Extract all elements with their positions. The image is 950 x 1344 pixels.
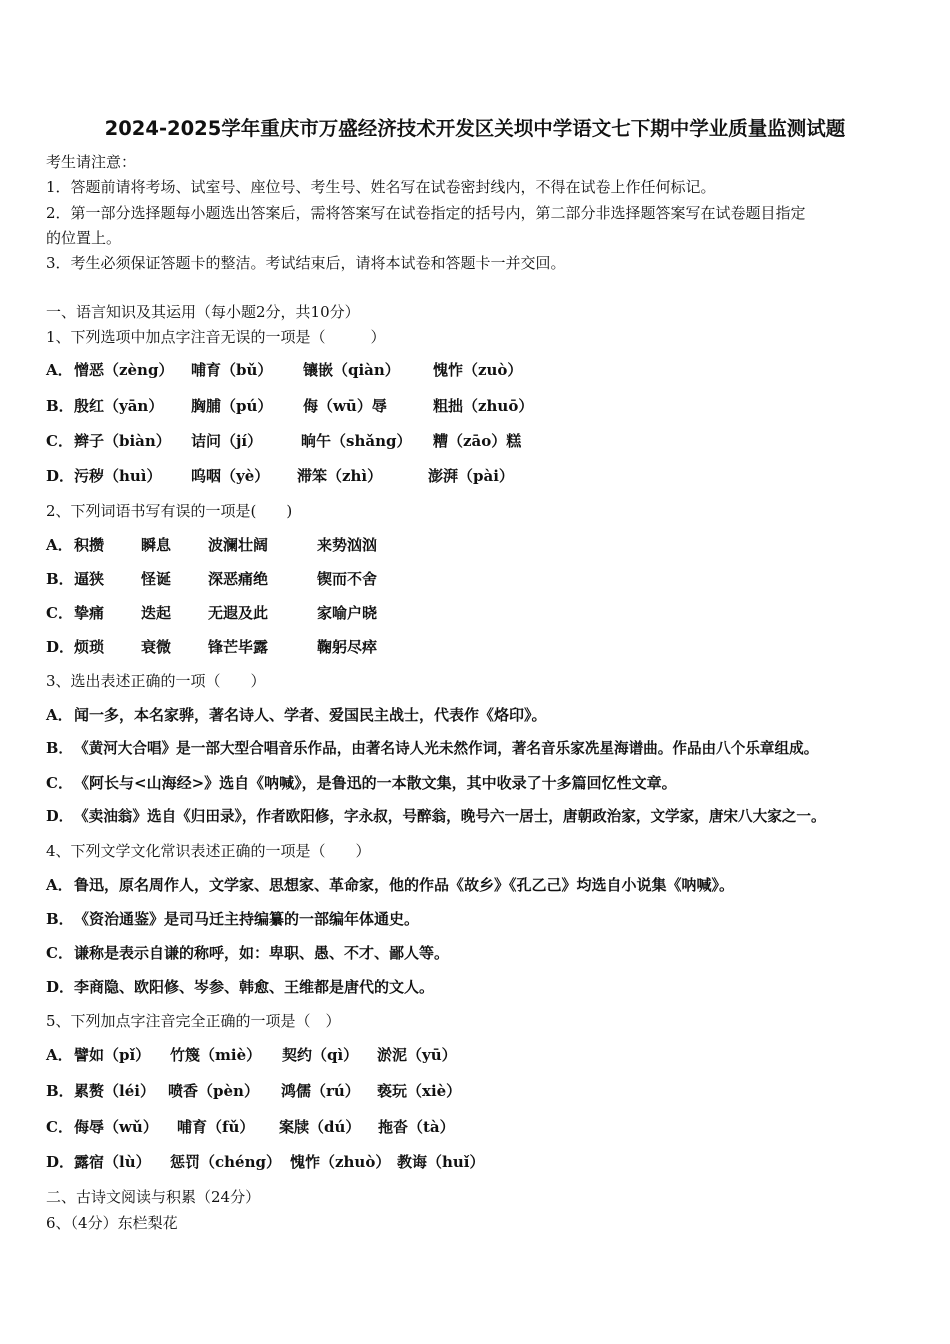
option-item: 亵玩（xiè）: [377, 1082, 462, 1100]
q4-option-c[interactable]: [46, 943, 449, 963]
option-label: D．: [46, 1153, 75, 1171]
option-item: 烦琐: [74, 638, 105, 656]
option-item: 晌午（shǎng）: [301, 432, 412, 450]
q3-option-b[interactable]: [46, 739, 818, 759]
option-label: B．: [46, 570, 74, 588]
option-item: 憎恶（zèng）: [74, 361, 174, 379]
option-item: 积攒: [74, 536, 105, 554]
option-item: 粗拙（zhuō）: [433, 397, 534, 415]
option-item: 胸脯（pú）: [191, 397, 273, 415]
option-item: 糟（zāo）糕: [433, 432, 522, 450]
q4-option-d[interactable]: [46, 977, 434, 997]
section2-heading: 二、古诗文阅读与积累（24分）: [46, 1188, 261, 1206]
option-item: 譬如（pǐ）: [74, 1046, 151, 1064]
q5-option-d[interactable]: [46, 1152, 485, 1172]
option-item: 淤泥（yū）: [377, 1046, 457, 1064]
option-text: 鲁迅，原名周作人，文学家、思想家、革命家，他的作品《故乡》《孔乙己》均选自小说集《呐喊》。: [74, 876, 735, 894]
q3-stem: 3、选出表述正确的一项（ ）: [46, 672, 266, 690]
section1-heading: 一、语言知识及其运用（每小题2分，共10分）: [46, 303, 360, 321]
notice-heading: 考生请注意：: [46, 153, 137, 171]
option-item: 惩罚（chéng）: [170, 1153, 281, 1171]
option-item: 竹篾（miè）: [170, 1046, 262, 1064]
q4-option-b[interactable]: [46, 909, 419, 929]
notice-item-2-cont: 的位置上。: [46, 229, 122, 247]
option-text: 《资治通鉴》是司马迁主持编纂的一部编年体通史。: [74, 910, 420, 928]
option-item: 殷红（yān）: [74, 397, 164, 415]
option-text: 闻一多，本名家骅，著名诗人、学者、爱国民主战士，代表作《烙印》。: [74, 706, 547, 724]
q3-option-c[interactable]: [46, 773, 677, 793]
q6-stem: 6、（4分）东栏梨花: [46, 1214, 178, 1232]
q3-option-d[interactable]: [46, 807, 826, 827]
option-label: A．: [46, 361, 73, 379]
q2-option-c[interactable]: [46, 603, 378, 623]
q5-option-b[interactable]: [46, 1081, 462, 1101]
q5-option-c[interactable]: [46, 1117, 455, 1137]
option-item: 哺育（bǔ）: [191, 361, 273, 379]
option-item: 深恶痛绝: [208, 570, 269, 588]
option-item: 诘问（jí）: [191, 432, 263, 450]
q2-option-d[interactable]: [46, 637, 378, 657]
option-label: C．: [46, 604, 73, 622]
option-label: A．: [46, 706, 73, 724]
notice-item-2: 2．第一部分选择题每小题选出答案后，需将答案写在试卷指定的括号内，第二部分非选择题答案写在试卷题目指定: [46, 204, 806, 222]
q5-stem: 5、下列加点字注音完全正确的一项是（ ）: [46, 1012, 341, 1030]
page-title: 2024-2025学年重庆市万盛经济技术开发区关坝中学语文七下期中学业质量监测试题: [104, 117, 846, 140]
option-item: 无遐及此: [208, 604, 269, 622]
q1-option-b[interactable]: [46, 396, 534, 416]
q1-option-a[interactable]: [46, 360, 523, 380]
option-item: 镶嵌（qiàn）: [303, 361, 400, 379]
q3-option-a[interactable]: [46, 705, 547, 725]
option-item: 污秽（huì）: [74, 467, 162, 485]
option-item: 衰微: [141, 638, 172, 656]
option-label: B．: [46, 1082, 74, 1100]
q4-option-a[interactable]: [46, 875, 734, 895]
option-item: 愧怍（zuò）: [433, 361, 523, 379]
option-label: C．: [46, 1118, 73, 1136]
option-text: 《黄河大合唱》是一部大型合唱音乐作品，由著名诗人光未然作词，著名音乐家冼星海谱曲。作品由八个乐章组成。: [74, 740, 819, 757]
option-item: 逼狭: [74, 570, 105, 588]
option-item: 锲而不舍: [317, 570, 378, 588]
option-item: 拖沓（tà）: [378, 1118, 455, 1136]
option-item: 喷香（pèn）: [168, 1082, 259, 1100]
q5-option-a[interactable]: [46, 1045, 457, 1065]
notice-item-3: 3．考生必须保证答题卡的整洁。考试结束后，请将本试卷和答题卡一并交回。: [46, 254, 566, 272]
option-label: A．: [46, 1046, 73, 1064]
option-text: 谦称是表示自谦的称呼，如：卑职、愚、不才、鄙人等。: [74, 944, 450, 962]
option-text: 李商隐、欧阳修、岑参、韩愈、王维都是唐代的文人。: [74, 978, 435, 996]
option-label: D．: [46, 638, 75, 656]
option-item: 呜咽（yè）: [191, 467, 270, 485]
option-item: 案牍（dú）: [279, 1118, 361, 1136]
option-item: 鸿儒（rú）: [281, 1082, 360, 1100]
option-item: 契约（qì）: [282, 1046, 359, 1064]
q2-option-a[interactable]: [46, 535, 378, 555]
option-item: 怪诞: [141, 570, 172, 588]
q1-option-d[interactable]: [46, 466, 514, 486]
q4-stem: 4、下列文学文化常识表述正确的一项是（ ）: [46, 842, 371, 860]
option-label: B．: [46, 910, 74, 928]
notice-item-1: 1．答题前请将考场、试室号、座位号、考生号、姓名写在试卷密封线内，不得在试卷上作任何标记。: [46, 178, 716, 196]
option-item: 侮（wū）辱: [303, 397, 387, 415]
option-label: B．: [46, 397, 74, 415]
option-item: 露宿（lù）: [74, 1153, 151, 1171]
option-item: 波澜壮阔: [208, 536, 269, 554]
option-text: 《阿长与<山海经>》选自《呐喊》，是鲁迅的一本散文集，其中收录了十多篇回忆性文章。: [74, 774, 677, 792]
option-item: 来势汹汹: [317, 536, 378, 554]
option-item: 锋芒毕露: [208, 638, 269, 656]
option-item: 鞠躬尽瘁: [317, 638, 378, 656]
option-item: 瞬息: [141, 536, 172, 554]
option-item: 哺育（fǔ）: [177, 1118, 255, 1136]
option-item: 侮辱（wǔ）: [74, 1118, 158, 1136]
option-label: A．: [46, 536, 73, 554]
option-item: 迭起: [141, 604, 172, 622]
option-label: D．: [46, 978, 75, 996]
option-item: 累赘（léi）: [74, 1082, 155, 1100]
option-label: C．: [46, 432, 73, 450]
option-item: 辫子（biàn）: [74, 432, 171, 450]
option-item: 家喻户晓: [317, 604, 378, 622]
option-item: 挚痛: [74, 604, 105, 622]
option-label: B．: [46, 740, 73, 757]
option-item: 澎湃（pài）: [428, 467, 514, 485]
option-label: C．: [46, 774, 73, 792]
option-label: A．: [46, 876, 73, 894]
option-text: 《卖油翁》选自《归田录》，作者欧阳修，字永叔，号醉翁，晚号六一居士，唐朝政治家，文学家，唐宋八大家之一。: [74, 808, 826, 825]
option-item: 滞笨（zhì）: [297, 467, 383, 485]
q1-option-c[interactable]: [46, 431, 522, 451]
option-item: 愧怍（zhuò）: [290, 1153, 391, 1171]
option-label: D．: [46, 808, 74, 825]
q2-stem: 2、下列词语书写有误的一项是( ): [46, 502, 293, 520]
option-item: 教诲（huǐ）: [397, 1153, 485, 1171]
q2-option-b[interactable]: [46, 569, 378, 589]
option-label: D．: [46, 467, 75, 485]
option-label: C．: [46, 944, 73, 962]
q1-stem: 1、下列选项中加点字注音无误的一项是（ ）: [46, 328, 386, 346]
